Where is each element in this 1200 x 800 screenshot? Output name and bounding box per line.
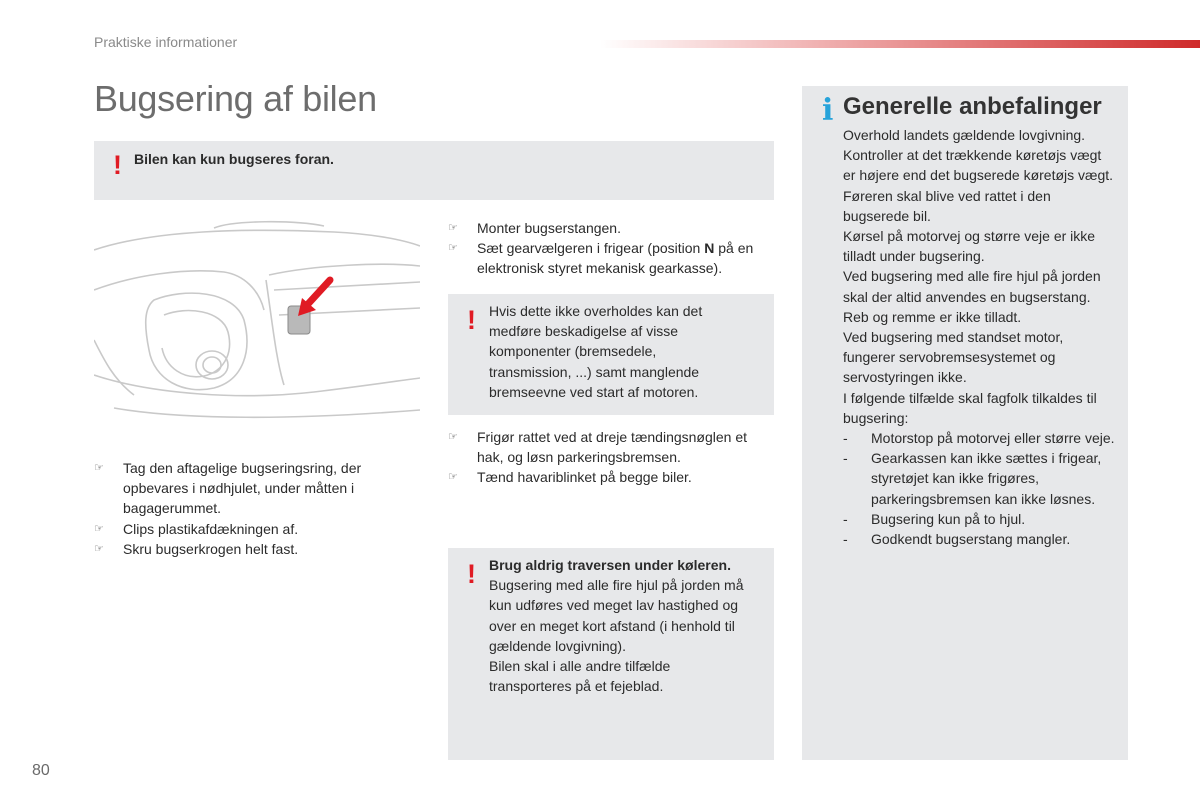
middle-steps-a-list [448, 218, 776, 279]
middle-steps-b-list [448, 427, 776, 488]
list-item [843, 428, 1115, 448]
dash-marker: - [843, 510, 848, 527]
warning-icon: ! [467, 305, 476, 335]
info-box-body [843, 125, 1115, 549]
list-item [843, 529, 1115, 549]
list-item [448, 218, 776, 238]
list-item [843, 509, 1115, 529]
middle-steps-b [448, 427, 776, 488]
middle-steps-a [448, 218, 776, 279]
info-cases-list [843, 428, 1115, 549]
pointing-hand-icon: ☞ [448, 471, 458, 484]
pointing-hand-icon: ☞ [94, 522, 104, 535]
dash-marker: - [843, 450, 848, 467]
gear-position-label: N [704, 240, 715, 257]
warning-middle-text: Hvis dette ikke overholdes kan det medføre beskadigelse af visse komponenter (bremsedele, transmission, ...) samt manglende bremseevne ved start af motoren. [489, 303, 703, 400]
case-text: Motorstop på motorvej eller større veje. [871, 430, 1115, 447]
warning-box-bottom [448, 548, 774, 760]
step-text: Clips plastikafdækningen af. [123, 520, 299, 537]
left-steps [94, 458, 394, 559]
pointing-hand-icon: ☞ [448, 242, 458, 255]
left-steps-list [94, 458, 394, 559]
list-item [448, 238, 776, 278]
warning-bottom-content [489, 555, 769, 696]
pointing-hand-icon: ☞ [94, 542, 104, 555]
list-item [94, 519, 394, 539]
warning-box-top [94, 141, 774, 200]
dash-marker: - [843, 531, 848, 548]
info-box-title: Generelle anbefalinger [843, 93, 1102, 120]
info-box [802, 86, 1128, 760]
step-text: Tag den aftagelige bugseringsring, der opbevares i nødhjulet, under måtten i bagagerummet. [123, 460, 362, 517]
step-text-post: på en elektronisk styret mekanisk gearkasse). [477, 240, 754, 277]
red-arrow-icon [298, 280, 330, 316]
case-text: Godkendt bugserstang mangler. [871, 531, 1071, 548]
warning-box-middle [448, 294, 774, 415]
step-text: Tænd havariblinket på begge biler. [477, 469, 692, 486]
list-item [94, 539, 394, 559]
step-text: Frigør rattet ved at dreje tændingsnøglen et hak, og løsn parkeringsbremsen. [477, 429, 748, 466]
warning-icon: ! [113, 150, 122, 180]
info-paragraph: Kørsel på motorvej og større veje er ikke tilladt under bugsering. [843, 228, 1096, 265]
info-paragraph: I følgende tilfælde skal fagfolk tilkaldes til bugsering: [843, 389, 1097, 426]
warning-icon: ! [467, 559, 476, 589]
step-text-pre: Sæt gearvælgeren i frigear (position [477, 240, 705, 257]
warning-top-text: Bilen kan kun bugseres foran. [134, 151, 334, 167]
car-front-drawing [94, 220, 420, 425]
pointing-hand-icon: ☞ [448, 431, 458, 443]
list-item [843, 448, 1115, 509]
list-item [448, 427, 776, 467]
step-text: Skru bugserkrogen helt fast. [123, 540, 299, 557]
info-paragraph: Overhold landets gældende lovgivning. [843, 127, 1086, 143]
warning-bottom-body: Bugsering med alle fire hjul på jorden må kun udføres ved meget lav hastighed og over en meget kort afstand (i henhold til gældende lovgivning). [489, 577, 744, 654]
info-icon: i [822, 93, 834, 128]
warning-bottom-body2: Bilen skal i alle andre tilfælde transporteres på et fejeblad. [489, 658, 671, 695]
case-text: Gearkassen kan ikke sættes i frigear, styretøjet kan ikke frigøres, parkeringsbremsen kan ikke løsnes. [871, 450, 1102, 507]
page-number: 80 [32, 762, 50, 779]
case-text: Bugsering kun på to hjul. [871, 510, 1026, 527]
info-paragraph: Ved bugsering med alle fire hjul på jorden skal der altid anvendes en bugserstang. Reb og remme er ikke tilladt. [843, 268, 1101, 325]
tow-hook-illustration [94, 220, 420, 425]
pointing-hand-icon: ☞ [448, 222, 458, 234]
header-accent-bar [600, 40, 1200, 48]
page-title: Bugsering af bilen [94, 78, 377, 119]
info-paragraph: Føreren skal blive ved rattet i den bugserede bil. [843, 187, 1051, 224]
info-paragraph: Ved bugsering med standset motor, fungerer servobremsesystemet og servostyringen ikke. [843, 329, 1064, 386]
warning-bottom-title: Brug aldrig traversen under køleren. [489, 557, 731, 573]
list-item [94, 458, 394, 519]
list-item [448, 467, 776, 487]
step-text: Monter bugserstangen. [477, 220, 621, 236]
info-paragraph: Kontroller at det trækkende køretøjs vægt er højere end det bugserede køretøjs vægt. [843, 147, 1114, 184]
section-header: Praktiske informationer [94, 34, 238, 50]
dash-marker: - [843, 430, 848, 447]
pointing-hand-icon: ☞ [94, 462, 104, 474]
